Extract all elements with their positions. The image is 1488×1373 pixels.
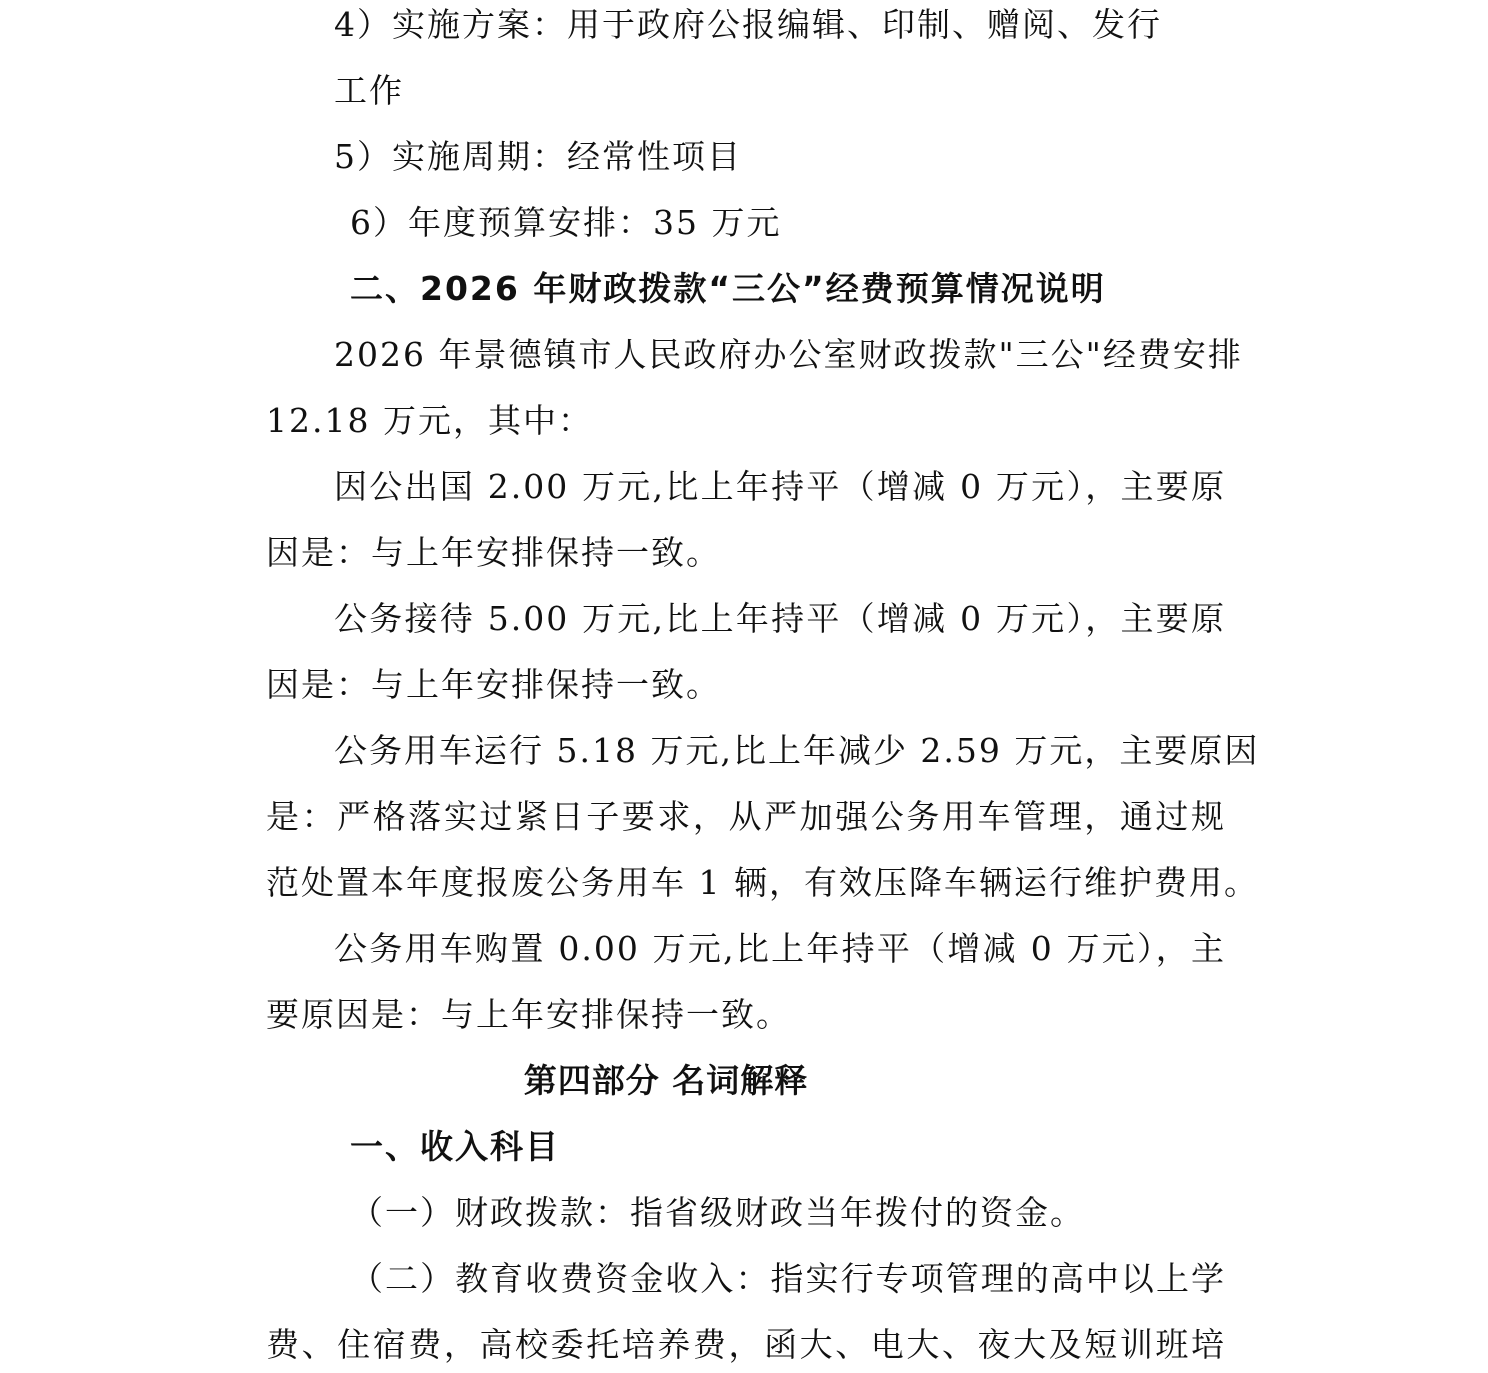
text-line: 12.18 万元，其中：	[266, 401, 593, 440]
section-heading: 一、收入科目	[350, 1127, 560, 1166]
text-line: （一）财政拨款：指省级财政当年拨付的资金。	[350, 1193, 1085, 1232]
text-line: 是：严格落实过紧日子要求，从严加强公务用车管理，通过规	[266, 797, 1226, 836]
text-line: 要原因是：与上年安排保持一致。	[266, 995, 791, 1034]
text-line: 范处置本年度报废公务用车 1 辆，有效压降车辆运行维护费用。	[266, 863, 1259, 902]
text-line: 公务接待 5.00 万元,比上年持平（增减 0 万元），主要原	[334, 599, 1226, 638]
text-line: 2026 年景德镇市人民政府办公室财政拨款"三公"经费安排	[334, 335, 1243, 374]
text-line: 工作	[334, 71, 404, 110]
section-heading: 二、2026 年财政拨款“三公”经费预算情况说明	[350, 269, 1106, 308]
text-line: 因是：与上年安排保持一致。	[266, 533, 721, 572]
part-heading: 第四部分 名词解释	[523, 1061, 809, 1100]
text-line: 因是：与上年安排保持一致。	[266, 665, 721, 704]
text-line: 5）实施周期：经常性项目	[334, 137, 742, 176]
text-line: 公务用车购置 0.00 万元,比上年持平（增减 0 万元），主	[334, 929, 1226, 968]
text-line: 因公出国 2.00 万元,比上年持平（增减 0 万元），主要原	[334, 467, 1226, 506]
text-line: （二）教育收费资金收入：指实行专项管理的高中以上学	[350, 1259, 1226, 1298]
text-line: 公务用车运行 5.18 万元,比上年减少 2.59 万元，主要原因	[334, 731, 1260, 770]
text-line: 6）年度预算安排：35 万元	[350, 203, 782, 242]
text-line: 4）实施方案：用于政府公报编辑、印制、赠阅、发行	[334, 5, 1162, 44]
text-line: 费、住宿费，高校委托培养费，函大、电大、夜大及短训班培	[266, 1325, 1226, 1364]
